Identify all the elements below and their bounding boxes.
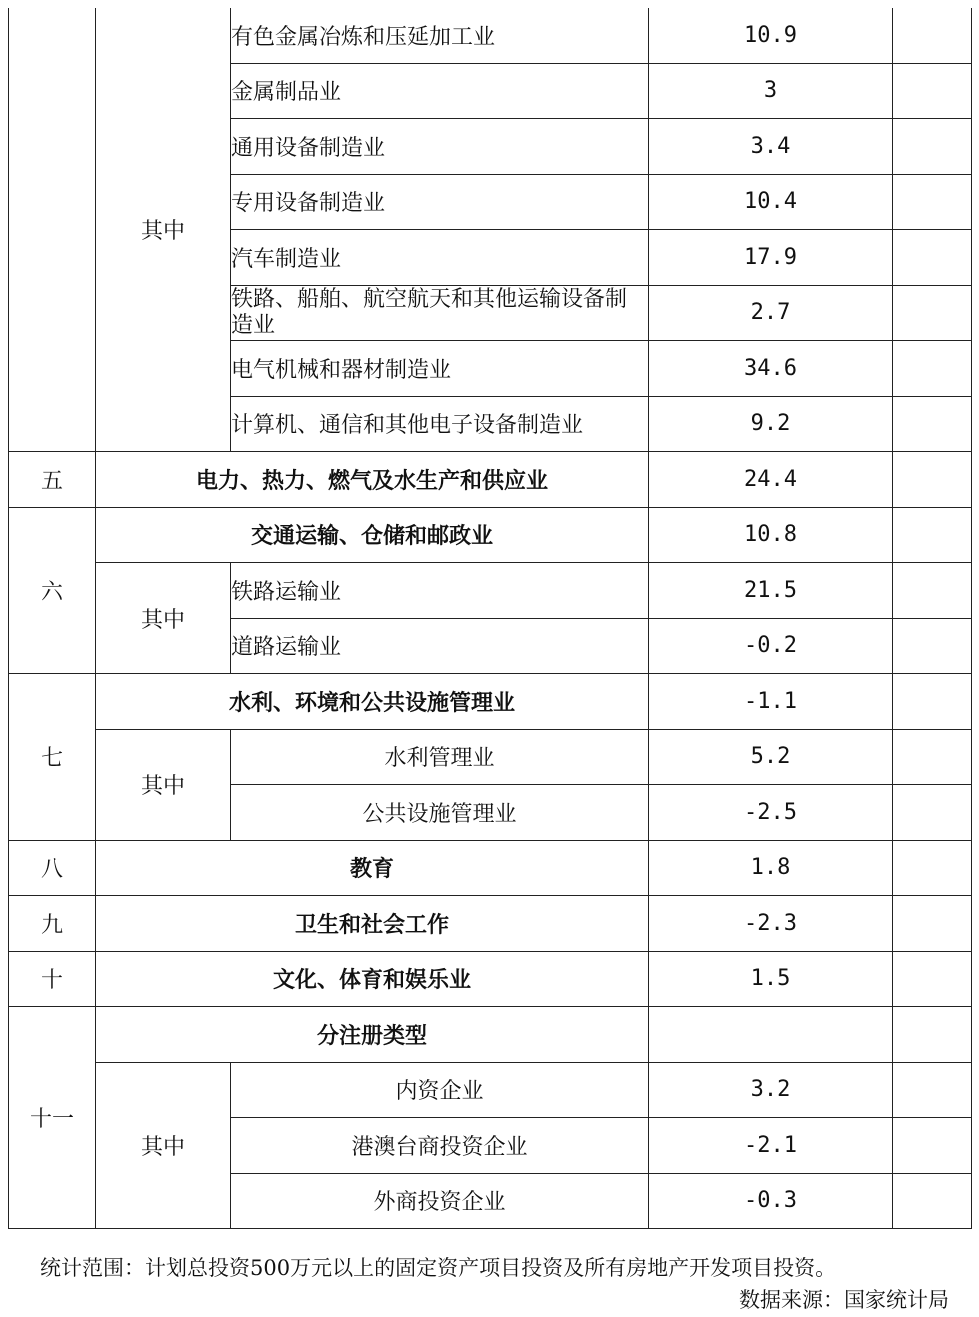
section-number: 八 — [9, 840, 96, 896]
empty-cell — [893, 8, 972, 63]
sub-label-cell: 其中 — [96, 563, 231, 674]
table-row — [9, 563, 972, 619]
empty-cell — [893, 396, 972, 452]
industry-name: 港澳台商投资企业 — [231, 1118, 649, 1174]
growth-value: 10.9 — [649, 8, 893, 63]
industry-name: 铁路、船舶、航空航天和其他运输设备制造业 — [231, 285, 649, 341]
sub-label-cell: 其中 — [96, 8, 231, 452]
growth-value: 1.8 — [649, 840, 893, 896]
growth-value: -2.3 — [649, 896, 893, 952]
sub-label-cell: 其中 — [96, 1062, 231, 1229]
section-number: 七 — [9, 674, 96, 841]
industry-name: 专用设备制造业 — [231, 174, 649, 230]
empty-cell — [893, 174, 972, 230]
empty-cell — [893, 507, 972, 563]
table-row — [9, 951, 972, 1007]
empty-cell — [893, 563, 972, 619]
empty-cell — [893, 1118, 972, 1174]
section-number: 九 — [9, 896, 96, 952]
table-row — [9, 8, 972, 63]
table-row — [9, 896, 972, 952]
growth-value: 10.8 — [649, 507, 893, 563]
empty-cell — [893, 674, 972, 730]
table-row — [9, 674, 972, 730]
statistical-scope-note: 统计范围：计划总投资500万元以上的固定资产项目投资及所有房地产开发项目投资。 — [40, 1256, 837, 1280]
section-number: 五 — [9, 452, 96, 508]
section-title: 分注册类型 — [96, 1007, 649, 1063]
table-row — [9, 1007, 972, 1063]
empty-cell — [893, 63, 972, 119]
data-source-note: 数据来源：国家统计局 — [739, 1288, 949, 1312]
growth-value: -1.1 — [649, 674, 893, 730]
table-row — [9, 840, 972, 896]
empty-cell — [893, 1173, 972, 1229]
industry-name: 汽车制造业 — [231, 230, 649, 286]
empty-cell — [893, 618, 972, 674]
table-row — [9, 1062, 972, 1118]
empty-cell — [893, 341, 972, 397]
table-row — [9, 452, 972, 508]
section-title: 卫生和社会工作 — [96, 896, 649, 952]
section-number: 十 — [9, 951, 96, 1007]
industry-name: 外商投资企业 — [231, 1173, 649, 1229]
growth-value: -0.3 — [649, 1173, 893, 1229]
section-number: 十一 — [9, 1007, 96, 1229]
empty-cell — [893, 896, 972, 952]
growth-value: 9.2 — [649, 396, 893, 452]
growth-value: 24.4 — [649, 452, 893, 508]
industry-name: 电气机械和器材制造业 — [231, 341, 649, 397]
section-title: 文化、体育和娱乐业 — [96, 951, 649, 1007]
growth-value: 2.7 — [649, 285, 893, 341]
section-title: 教育 — [96, 840, 649, 896]
growth-value: 5.2 — [649, 729, 893, 785]
growth-value: 1.5 — [649, 951, 893, 1007]
empty-cell — [893, 285, 972, 341]
section-number: 六 — [9, 507, 96, 674]
industry-name: 计算机、通信和其他电子设备制造业 — [231, 396, 649, 452]
industry-name: 公共设施管理业 — [231, 785, 649, 841]
industry-name: 内资企业 — [231, 1062, 649, 1118]
growth-value: -2.5 — [649, 785, 893, 841]
industry-name: 通用设备制造业 — [231, 119, 649, 175]
empty-cell — [893, 230, 972, 286]
empty-cell — [893, 840, 972, 896]
industry-name: 水利管理业 — [231, 729, 649, 785]
empty-cell — [893, 729, 972, 785]
table-row — [9, 507, 972, 563]
section-title: 水利、环境和公共设施管理业 — [96, 674, 649, 730]
empty-cell — [893, 119, 972, 175]
growth-value — [649, 1007, 893, 1063]
growth-value: 3 — [649, 63, 893, 119]
empty-cell — [893, 785, 972, 841]
section-title: 电力、热力、燃气及水生产和供应业 — [96, 452, 649, 508]
growth-value: 3.4 — [649, 119, 893, 175]
row-number-cell — [9, 8, 96, 452]
growth-value: 3.2 — [649, 1062, 893, 1118]
industry-name: 铁路运输业 — [231, 563, 649, 619]
growth-value: 34.6 — [649, 341, 893, 397]
empty-cell — [893, 452, 972, 508]
sub-label-cell: 其中 — [96, 729, 231, 840]
growth-value: -0.2 — [649, 618, 893, 674]
empty-cell — [893, 1007, 972, 1063]
empty-cell — [893, 1062, 972, 1118]
growth-value: 17.9 — [649, 230, 893, 286]
empty-cell — [893, 951, 972, 1007]
industry-name: 有色金属冶炼和压延加工业 — [231, 8, 649, 63]
section-title: 交通运输、仓储和邮政业 — [96, 507, 649, 563]
industry-name: 金属制品业 — [231, 63, 649, 119]
growth-value: -2.1 — [649, 1118, 893, 1174]
industry-name: 道路运输业 — [231, 618, 649, 674]
growth-value: 21.5 — [649, 563, 893, 619]
table-row — [9, 729, 972, 785]
investment-growth-table — [8, 8, 972, 1229]
growth-value: 10.4 — [649, 174, 893, 230]
